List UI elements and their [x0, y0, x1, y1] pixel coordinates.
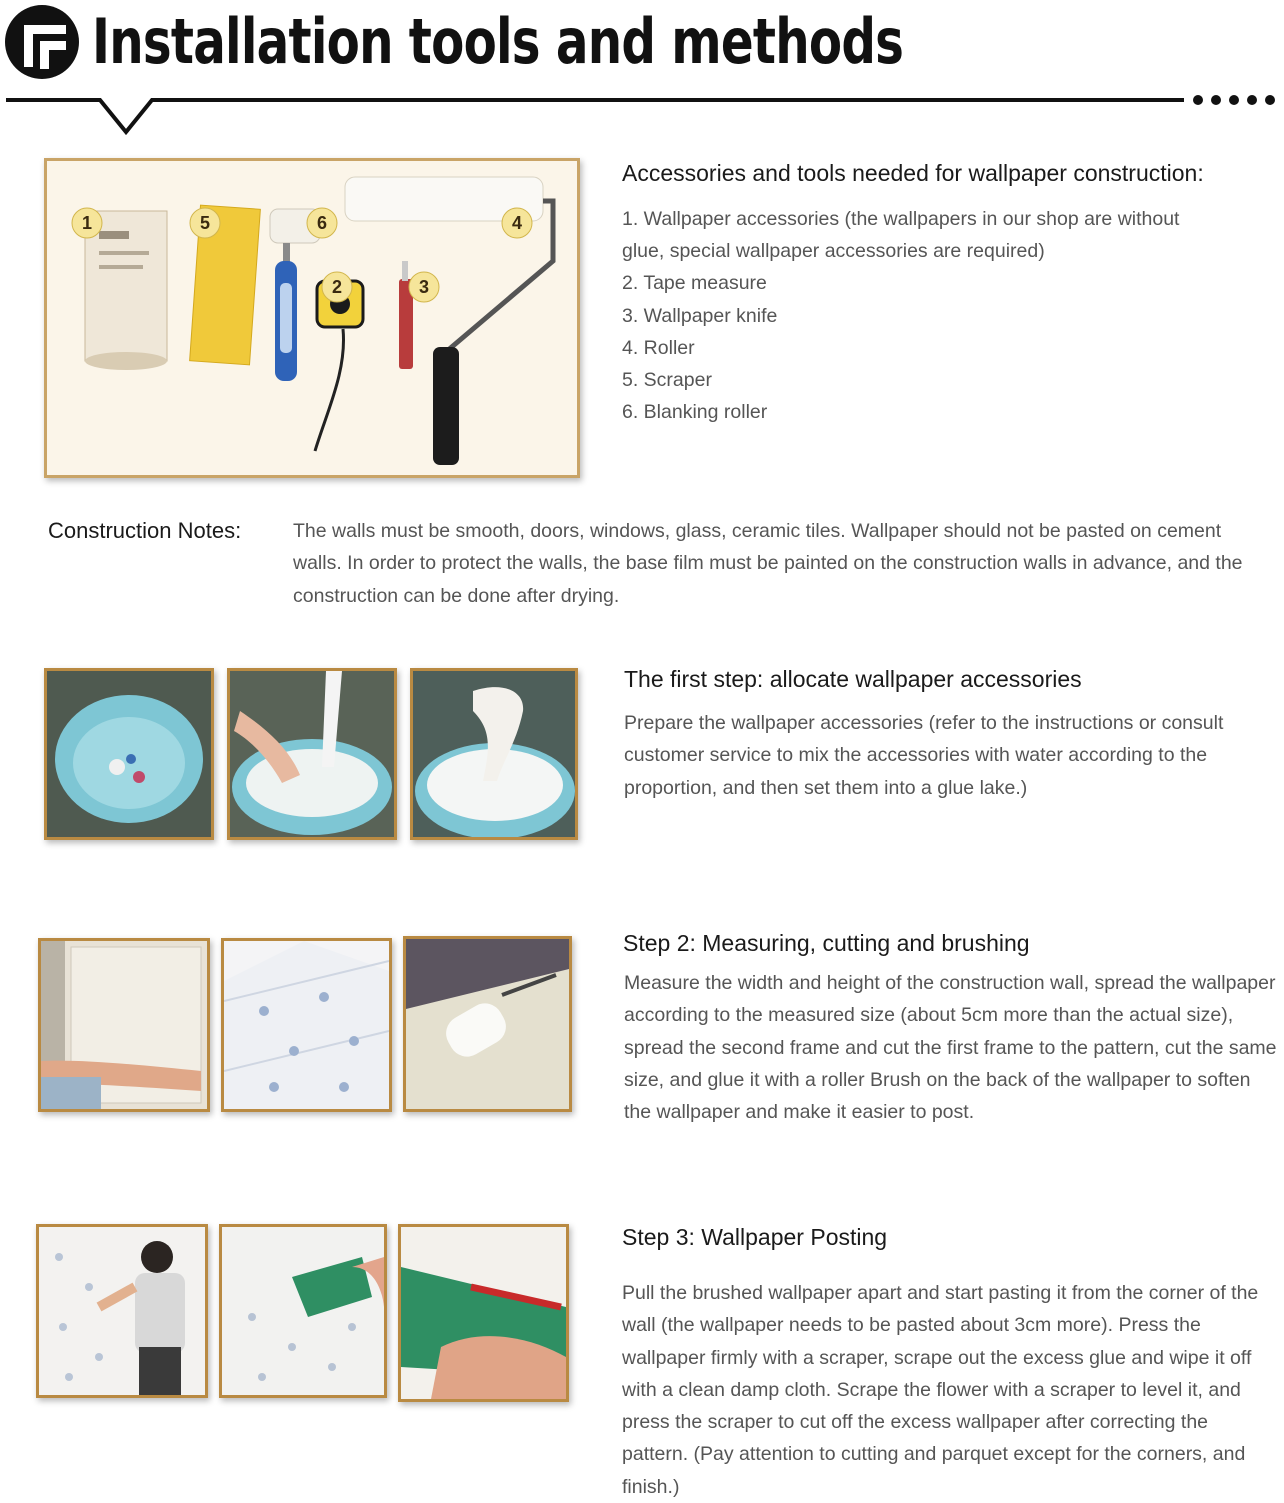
notes-text: The walls must be smooth, doors, windows, glass, ceramic tiles. Wallpaper should not be pasted on cement walls. In order to protect the walls, the base film must be painted on the construction walls in advance, and the construction can be done after drying. [293, 520, 1243, 607]
notes-label: Construction Notes: [48, 518, 242, 543]
tool-number-1: 1 [81, 213, 93, 233]
step2-text: Measure the width and height of the construction wall, spread the wallpaper according to the measured size (about 5cm more than the actual size), spread the second frame and cut the first frame to the pattern, cut the same size, and glue it with a roller Brush on the back of the wallpaper to soften the wallpaper and make it easier to post. [624, 972, 1277, 1124]
step1-photo-basin [44, 668, 214, 840]
tools-list-item: 5. Scraper [622, 369, 712, 392]
step3-photo-posting [36, 1224, 208, 1398]
brand-logo-icon [4, 4, 80, 80]
tools-list-item: 3. Wallpaper knife [622, 304, 778, 327]
step2-photo-brushing [403, 936, 572, 1112]
step1-photo-glue [410, 668, 578, 840]
wallpaper-accessories-icon [85, 211, 167, 370]
tools-heading: Accessories and tools needed for wallpaper construction: [622, 160, 1204, 186]
tool-number-6: 6 [316, 213, 328, 233]
step3-photo-trimming [398, 1224, 569, 1402]
step2-title: Step 2: Measuring, cutting and brushing [623, 930, 1030, 956]
tools-list [622, 203, 1182, 428]
step1-title: The first step: allocate wallpaper accessories [624, 666, 1082, 692]
tool-number-3: 3 [418, 277, 430, 297]
tools-photo [44, 158, 580, 478]
tools-list-item: 1. Wallpaper accessories (the wallpapers in our shop are without glue, special wallpaper accessories are required) [622, 208, 1180, 263]
header-divider [0, 82, 1284, 142]
tool-number-5: 5 [199, 213, 211, 233]
tool-number-4: 4 [511, 213, 523, 233]
step3-text: Pull the brushed wallpaper apart and start pasting it from the corner of the wall (the wallpaper needs to be pasted about 3cm more). Press the wallpaper firmly with a scraper, scrape out the excess glue and wipe it off with a clean damp cloth. Scrape the flower with a scraper to level it, and press the scraper to cut off the excess wallpaper after correcting the pattern. (Pay attention to cutting and parquet except for the corners, and finish.) [622, 1282, 1259, 1498]
tools-list-item: 4. Roller [622, 336, 695, 359]
step2-photo-cutting [221, 938, 392, 1112]
page-title: Installation tools and methods [92, 5, 904, 78]
step2-photo-measuring [38, 938, 210, 1112]
step1-photo-mixing [227, 668, 397, 840]
tools-list-item: 6. Blanking roller [622, 401, 768, 424]
step3-photo-scraping [219, 1224, 387, 1398]
step1-text: Prepare the wallpaper accessories (refer to the instructions or consult customer service to mix the accessories with water according to the proportion, and then set them into a glue lake.) [624, 712, 1224, 799]
tool-number-2: 2 [331, 277, 343, 297]
step3-title: Step 3: Wallpaper Posting [622, 1224, 888, 1250]
tools-list-item: 2. Tape measure [622, 272, 767, 295]
